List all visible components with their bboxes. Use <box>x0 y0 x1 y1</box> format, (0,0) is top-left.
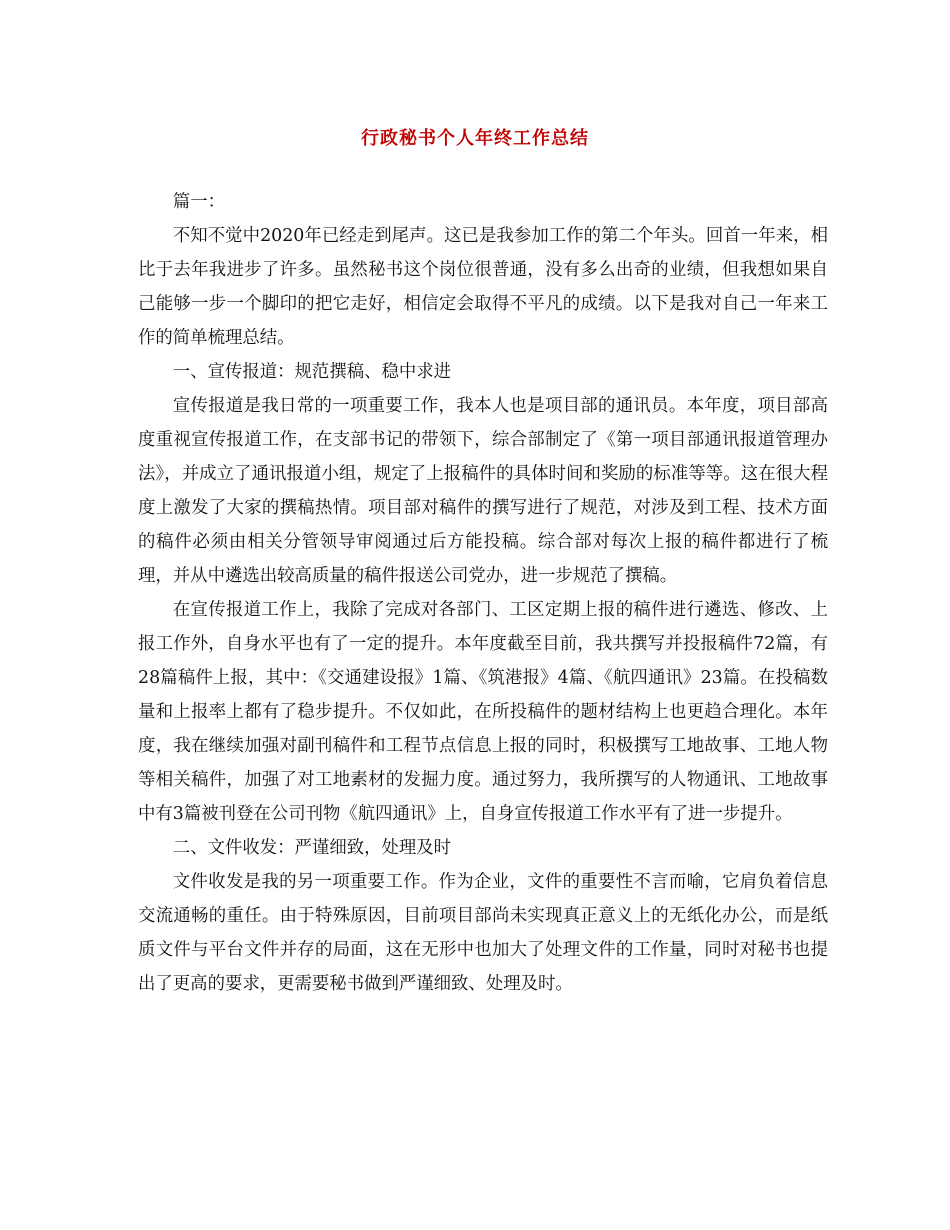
document-title: 行政秘书个人年终工作总结 <box>361 128 589 149</box>
paragraph-intro: 不知不觉中2020年已经走到尾声。这已是我参加工作的第二个年头。回首一年来，相比于去年我进步了许多。虽然秘书这个岗位很普通，没有多么出奇的业绩，但我想如果自己能够一步一个脚印的把它走好，相信定会取得不平凡的成绩。以下是我对自己一年来工作的简单梳理总结。 <box>138 226 828 348</box>
paragraph-section-label: 篇一： <box>172 192 225 212</box>
paragraph-publicity-2: 在宣传报道工作上，我除了完成对各部门、工区定期上报的稿件进行遴选、修改、上报工作外，自身水平也有了一定的提升。本年度截至目前，我共撰写并投报稿件72篇，有28篇稿件上报，其中：《交通建设报》1篇、《筑港报》4篇、《航四通讯》23篇。在投稿数量和上报率上都有了稳步提升。不仅如此，在所投稿件的题材结构上也更趋合理化。本年度，我在继续加强对副刊稿件和工程节点信息上报的同时，积极撰写工地故事、工地人物等相关稿件，加强了对工地素材的发掘力度。通过努力，我所撰写的人物通讯、工地故事中有3篇被刊登在公司刊物《航四通讯》上，自身宣传报道工作水平有了进一步提升。 <box>138 600 828 824</box>
heading-documents: 二、文件收发：严谨细致，处理及时 <box>172 838 452 858</box>
heading-publicity: 一、宣传报道：规范撰稿、稳中求进 <box>172 362 452 382</box>
document-body <box>138 185 828 1001</box>
paragraph-publicity-1: 宣传报道是我日常的一项重要工作，我本人也是项目部的通讯员。本年度，项目部高度重视宣传报道工作，在支部书记的带领下，综合部制定了《第一项目部通讯报道管理办法》，并成立了通讯报道小组，规定了上报稿件的具体时间和奖励的标准等等。这在很大程度上激发了大家的撰稿热情。项目部对稿件的撰写进行了规范，对涉及到工程、技术方面的稿件必须由相关分管领导审阅通过后方能投稿。综合部对每次上报的稿件都进行了梳理，并从中遴选出较高质量的稿件报送公司党办，进一步规范了撰稿。 <box>138 396 828 586</box>
paragraph-documents-1: 文件收发是我的另一项重要工作。作为企业，文件的重要性不言而喻，它肩负着信息交流通畅的重任。由于特殊原因，目前项目部尚未实现真正意义上的无纸化办公，而是纸质文件与平台文件并存的局面，这在无形中也加大了处理文件的工作量，同时对秘书也提出了更高的要求，更需要秘书做到严谨细致、处理及时。 <box>138 872 828 994</box>
